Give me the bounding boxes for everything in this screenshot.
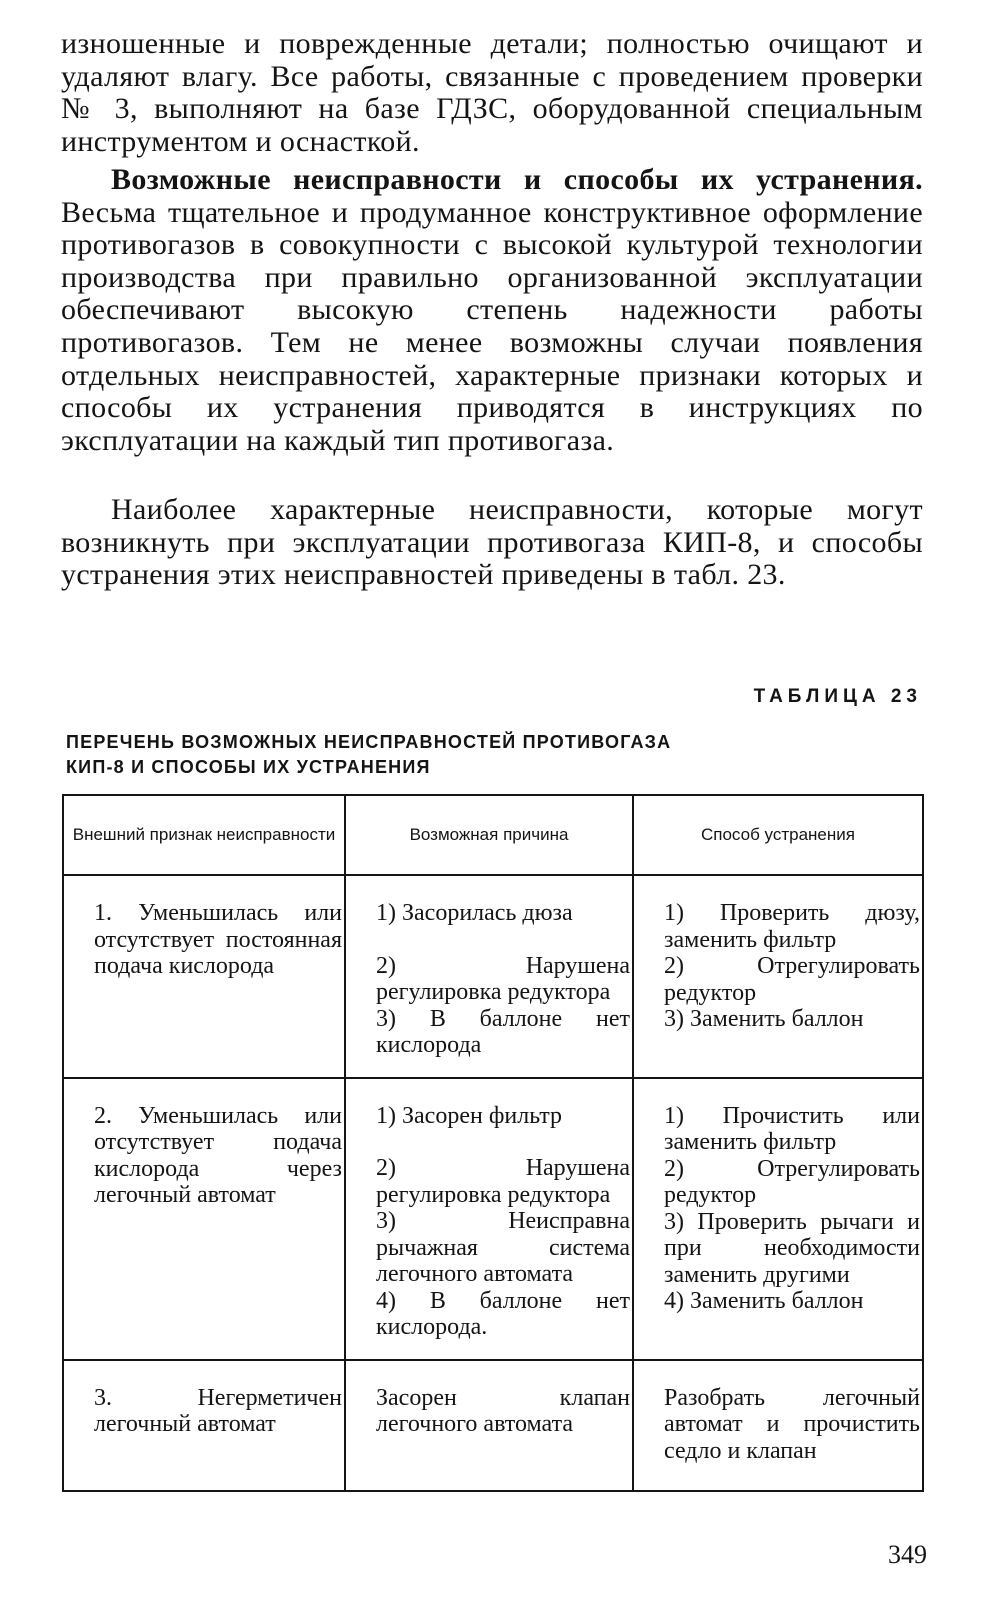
header-remedy: Способ устранения xyxy=(633,795,923,875)
table-title-line-2: КИП-8 И СПОСОБЫ ИХ УСТРАНЕНИЯ xyxy=(66,757,431,777)
cause-cell xyxy=(345,1078,633,1360)
symptom-cell xyxy=(63,875,345,1078)
remedy-cell xyxy=(633,1360,923,1492)
cause-item: 4) В баллоне нет кислорода. xyxy=(376,1287,630,1340)
table-row xyxy=(63,875,923,1078)
remedy-cell xyxy=(633,1078,923,1360)
table-row xyxy=(63,1360,923,1492)
cause-item: 3) Неисправна рычажная система легочного автомата xyxy=(376,1208,630,1287)
header-cause: Возможная причина xyxy=(345,795,633,875)
cause-item: 1) Засорен фильтр xyxy=(376,1102,562,1129)
symptom-text: 1. Уменьшилась или отсутствует постоянная подача кислорода xyxy=(94,900,342,979)
remedy-item: 1) Проверить дюзу, заменить фильтр xyxy=(664,900,920,953)
remedy-item: 3) Заменить баллон xyxy=(664,1006,864,1032)
symptom-text: 2. Уменьшилась или отсутствует подача кислорода через легочный автомат xyxy=(94,1102,342,1208)
paragraph-1-text: изношенные и поврежденные детали; полностью очищают и удаляют влагу. Все работы, связанные с проведением проверки № 3, выполняют на базе ГДЗС, оборудованной специальным инструментом и оснасткой. xyxy=(61,27,923,158)
cause-item: 2) Нарушена регулировка редуктора xyxy=(376,952,630,1005)
faults-table xyxy=(62,794,924,1492)
table-title-line-1: ПЕРЕЧЕНЬ ВОЗМОЖНЫХ НЕИСПРАВНОСТЕЙ ПРОТИВОГАЗА xyxy=(66,732,672,752)
cause-item: 3) В баллоне нет кислорода xyxy=(376,1005,630,1058)
remedy-cell xyxy=(633,875,923,1078)
header-symptom: Внешний признак неисправности xyxy=(63,795,345,875)
paragraph-3-text: Наиболее характерные неисправности, которые могут возникнуть при эксплуатации противогаза КИП-8, и способы устранения этих неисправностей приведены в табл. 23. xyxy=(61,493,923,592)
paragraph-1 xyxy=(61,28,923,158)
remedy-item: 2) Отрегулировать редуктор xyxy=(664,1155,920,1208)
remedy-item: 2) Отрегулировать редуктор xyxy=(664,953,920,1006)
symptom-text: 3. Негерметичен легочный автомат xyxy=(94,1384,342,1437)
symptom-cell xyxy=(63,1360,345,1492)
paragraph-2-text: Весьма тщательное и продуманное конструктивное оформление противогазов в совокупности с высокой культурой технологии производства при правильно организованной эксплуатации обеспечивают высокую степень надежности работы противогазов. Тем не менее возможны случаи появления отдельных неисправностей, характерные признаки которых и способы их устранения приводятся в инструкциях по эксплуатации на каждый тип противогаза. xyxy=(61,195,923,457)
paragraph-2 xyxy=(61,164,923,457)
cause-cell xyxy=(345,875,633,1078)
cause-cell xyxy=(345,1360,633,1492)
table-row xyxy=(63,1078,923,1360)
page-number: 349 xyxy=(888,1540,927,1569)
remedy-item: 4) Заменить баллон xyxy=(664,1288,864,1314)
cause-item: 1) Засорилась дюза xyxy=(376,900,573,926)
remedy-item: 1) Прочистить или заменить фильтр xyxy=(664,1102,920,1155)
table-header-row xyxy=(63,795,923,875)
paragraph-3 xyxy=(61,494,923,592)
cause-item: 2) Нарушена регулировка редуктора xyxy=(376,1155,630,1208)
table-title xyxy=(66,730,846,780)
symptom-cell xyxy=(63,1078,345,1360)
section-heading: Возможные неисправности и способы их устранения. xyxy=(111,163,923,196)
remedy-item: 3) Проверить рычаги и при необходимости заменить другими xyxy=(664,1208,920,1288)
remedy-item: Разобрать легочный автомат и прочистить седло и клапан xyxy=(664,1384,920,1464)
table-number: ТАБЛИЦА 23 xyxy=(753,686,922,707)
cause-item: Засорен клапан легочного автомата xyxy=(376,1384,630,1437)
